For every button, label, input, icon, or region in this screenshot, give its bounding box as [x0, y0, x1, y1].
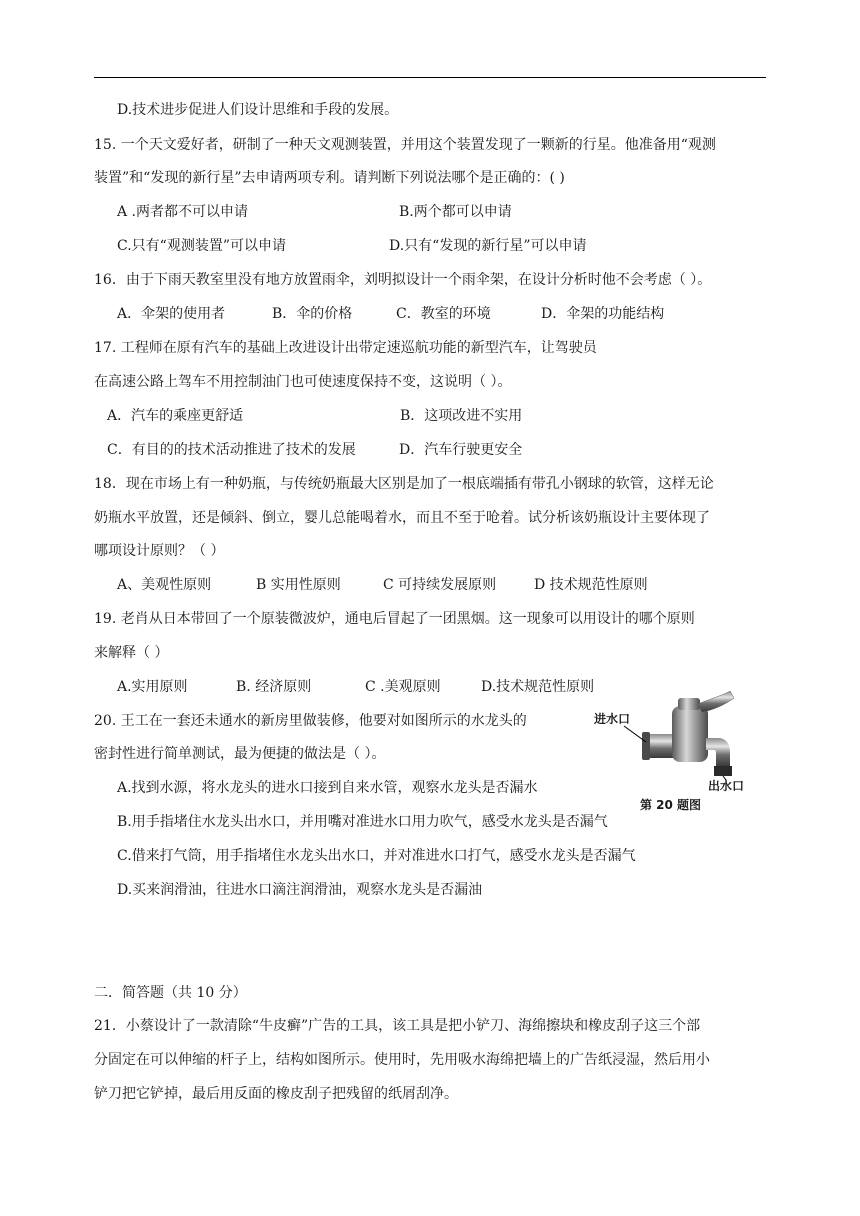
q20-stem-line2: 密封性进行简单测试，最为便捷的做法是（ ）。 — [94, 746, 386, 762]
header-rule — [94, 77, 766, 78]
q21-line3: 铲刀把它铲掉，最后用反面的橡皮刮子把残留的纸屑刮净。 — [94, 1086, 458, 1102]
q18-option-a: A、美观性原则 — [117, 577, 212, 593]
q21-line2: 分固定在可以伸缩的杆子上，结构如图所示。使用时，先用吸水海绵把墙上的广告纸浸湿，然后用小 — [94, 1052, 710, 1068]
q16-option-d: D．伞架的功能结构 — [541, 306, 665, 322]
q15-stem-line1: 15. 一个天文爱好者，研制了一种天文观测装置，并用这个装置发现了一颗新的行星。他准备用“观测 — [94, 137, 716, 153]
q18-stem-line3: 哪项设计原则？（ ） — [94, 543, 225, 559]
q17-option-d: D．汽车行驶更安全 — [399, 442, 523, 458]
faucet-inlet-label: 进水口 — [594, 712, 631, 726]
q20-option-a: A.找到水源，将水龙头的进水口接到自来水管，观察水龙头是否漏水 — [117, 780, 538, 796]
q19-stem-line2: 来解释（ ） — [94, 645, 169, 661]
q17-stem-line2: 在高速公路上驾车不用控制油门也可使速度保持不变，这说明（ ）。 — [94, 374, 512, 390]
faucet-outlet-label: 出水口 — [708, 779, 745, 793]
q18-option-c: C 可持续发展原则 — [383, 577, 497, 593]
q16-option-b: B．伞的价格 — [272, 306, 353, 322]
q20-stem-line1: 20. 王工在一套还未通水的新房里做装修，他要对如图所示的水龙头的 — [94, 713, 527, 729]
q17-option-a: A．汽车的乘座更舒适 — [107, 408, 244, 424]
q15-option-a: A .两者都不可以申请 — [117, 204, 249, 220]
q16-option-c: C．教室的环境 — [396, 306, 491, 322]
q15-option-b: B.两个都可以申请 — [399, 204, 512, 220]
q18-stem-line2: 奶瓶水平放置，还是倾斜、倒立，婴儿总能喝着水，而且不至于呛着。试分析该奶瓶设计主要体现了 — [94, 510, 710, 526]
q15-option-d: D.只有“发现的新行星”可以申请 — [389, 238, 587, 254]
q19-option-c: C .美观原则 — [365, 679, 441, 695]
q16-option-a: A．伞架的使用者 — [117, 306, 226, 322]
q18-stem-line1: 18．现在市场上有一种奶瓶，与传统奶瓶最大区别是加了一根底端插有带孔小钢球的软管，这样无论 — [94, 476, 714, 492]
q20-option-d: D.买来润滑油，往进水口滴注润滑油，观察水龙头是否漏油 — [117, 882, 483, 898]
q19-option-a: A.实用原则 — [117, 679, 188, 695]
q15-stem-line2: 装置”和“发现的新行星”去申请两项专利。请判断下列说法哪个是正确的：( ) — [94, 170, 565, 186]
q20-option-c: C.借来打气筒，用手指堵住水龙头出水口，并对准进水口打气，感受水龙头是否漏气 — [117, 848, 636, 864]
q16-stem: 16．由于下雨天教室里没有地方放置雨伞，刘明拟设计一个雨伞架，在设计分析时他不会考虑（ ）。 — [94, 272, 712, 288]
q19-option-b: B. 经济原则 — [236, 679, 312, 695]
q18-option-d: D 技术规范性原则 — [534, 577, 648, 593]
q18-option-b: B 实用性原则 — [256, 577, 341, 593]
q19-stem-line1: 19. 老肖从日本带回了一个原装微波炉，通电后冒起了一团黑烟。这一现象可以用设计的哪个原则 — [94, 611, 695, 627]
q17-option-c: C．有目的的技术活动推进了技术的发展 — [107, 442, 356, 458]
section2-heading: 二．简答题（共 10 分） — [94, 985, 247, 1001]
q19-option-d: D.技术规范性原则 — [481, 679, 595, 695]
q17-option-b: B．这项改进不实用 — [400, 408, 523, 424]
q15-option-c: C.只有“观测装置”可以申请 — [117, 238, 286, 254]
faucet-figure — [588, 688, 764, 818]
q20-option-b: B.用手指堵住水龙头出水口，并用嘴对准进水口用力吹气，感受水龙头是否漏气 — [117, 814, 608, 830]
q17-stem-line1: 17. 工程师在原有汽车的基础上改进设计出带定速巡航功能的新型汽车，让驾驶员 — [94, 340, 597, 356]
q14-option-d: D.技术进步促进人们设计思维和手段的发展。 — [117, 102, 399, 118]
figure-caption: 第 20 题图 — [640, 798, 702, 812]
q21-line1: 21．小蔡设计了一款清除“牛皮癣”广告的工具，该工具是把小铲刀、海绵擦块和橡皮刮子这三个部 — [94, 1018, 701, 1034]
